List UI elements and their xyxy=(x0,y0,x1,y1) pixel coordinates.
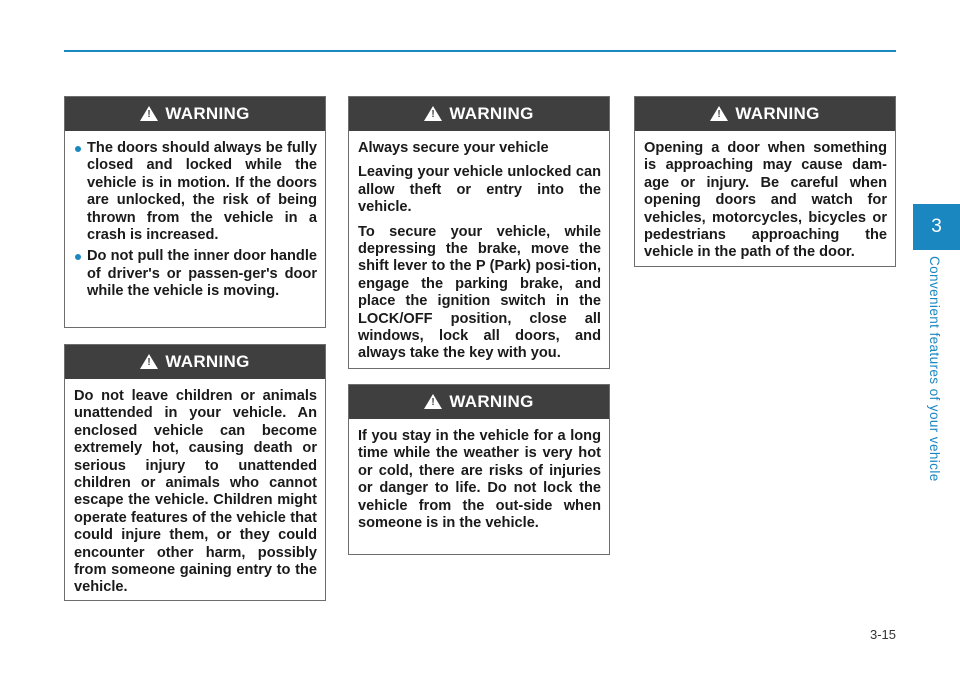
warning-opening-door xyxy=(634,96,896,267)
warning-paragraph: If you stay in the vehicle for a long time while the weather is very hot or cold, there are risks of injuries or danger to life. Do not lock the vehicle from the out-side when someone is in the vehicle. xyxy=(358,428,601,532)
warning-header xyxy=(349,385,609,419)
bullet-list xyxy=(74,140,317,301)
top-rule xyxy=(64,50,896,52)
warning-header xyxy=(65,345,325,379)
warning-heading: WARNING xyxy=(449,104,534,123)
warning-triangle-icon xyxy=(140,354,158,369)
warning-header xyxy=(65,97,325,131)
warning-paragraph: Do not leave children or animals unattended in your vehicle. An enclosed vehicle can become extremely hot, causing death or serious injury to unattended children or animals who cannot escape the vehicle. Children might operate features of the vehicle that could injure them, or they could encounter other harm, possibly from someone gaining entry to the vehicle. xyxy=(74,388,317,596)
warning-secure-vehicle xyxy=(348,96,610,369)
warning-heading: WARNING xyxy=(735,104,820,123)
warning-children-animals xyxy=(64,344,326,601)
warning-paragraph: Opening a door when something is approaching may cause dam-age or injury. Be careful when opening doors and watch for vehicles, motorcycles, bicycles or pedestrians approaching the vehicle in the path of the door. xyxy=(644,140,887,261)
warning-header xyxy=(349,97,609,131)
warning-body xyxy=(635,131,895,272)
warning-weather xyxy=(348,384,610,555)
warning-heading: WARNING xyxy=(449,392,534,411)
bullet-item: The doors should always be fully closed and locked while the vehicle is in motion. If the doors are unlocked, the risk of being thrown from the vehicle in a crash is increased. xyxy=(74,140,317,244)
warning-body xyxy=(65,379,325,607)
warning-paragraph: To secure your vehicle, while depressing the brake, move the shift lever to the P (Park) posi-tion, engage the parking brake, and place the ignition switch in the LOCK/OFF position, close all windows, lock all doors, and always take the key with you. xyxy=(358,223,601,362)
warning-paragraph: Leaving your vehicle unlocked can allow theft or entry into the vehicle. xyxy=(358,164,601,216)
warning-body xyxy=(65,131,325,315)
warning-heading: WARNING xyxy=(165,104,250,123)
chapter-title: Convenient features of your vehicle xyxy=(927,256,942,482)
warning-heading: WARNING xyxy=(165,352,250,371)
warning-paragraph: Always secure your vehicle xyxy=(358,140,549,156)
chapter-number-tab: 3 xyxy=(913,204,960,250)
warning-body xyxy=(349,419,609,542)
bullet-item: Do not pull the inner door handle of driver's or passen-ger's door while the vehicle is moving. xyxy=(74,248,317,300)
warning-triangle-icon xyxy=(710,106,728,121)
warning-door-lock xyxy=(64,96,326,328)
page-number: 3-15 xyxy=(869,627,896,642)
warning-triangle-icon xyxy=(424,394,442,409)
warning-triangle-icon xyxy=(140,106,158,121)
warning-body xyxy=(349,131,609,373)
warning-header xyxy=(635,97,895,131)
warning-triangle-icon xyxy=(424,106,442,121)
